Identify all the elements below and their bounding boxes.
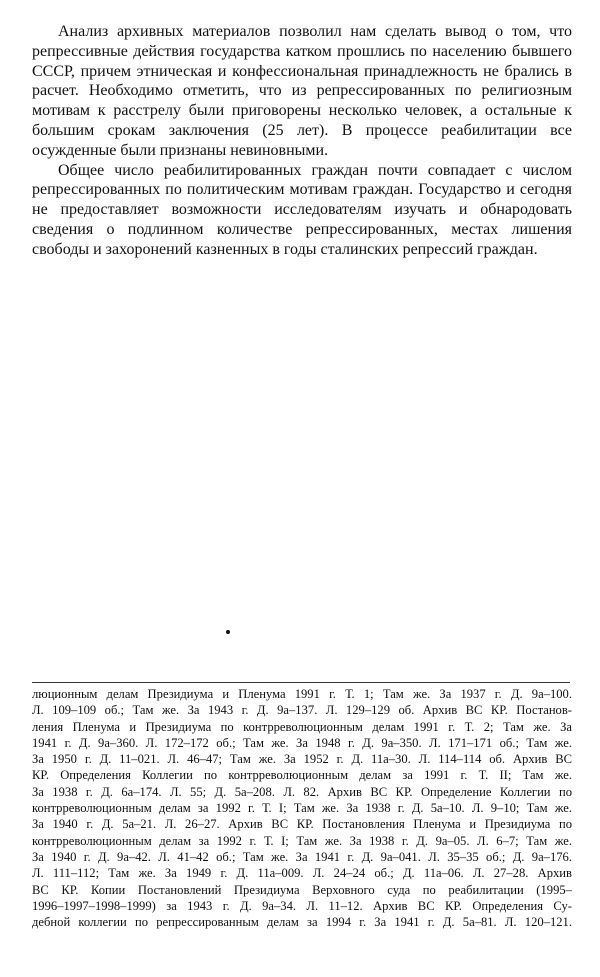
footnote-line: люционным делам Президиума и Пленума 1991 г. Т. 1; Там же. За 1937 г. Д. 9а–100. [32,687,572,701]
paragraph-conclusion: Анализ архивных материалов позволил нам сделать вывод о том, что репрессивные действия государства катком прошлись по населению бывшего СССР, причем этническая и конфессиональная принадлежность не брались в расчет. Необходимо отметить, что из репрессированных по религиозным мотивам к расстрелу были приговорены несколько человек, а остальные к большим срокам заключения (25 лет). В процессе реабилитации все осужденные были признаны невиновными. [32,23,572,159]
paragraph-rehabilitated-count: Общее число реабилитированных граждан почти совпадает с числом репрессированных по политическим мотивам граждан. Государство и сегодня не предоставляет возможности исследователям изучать и обнародовать сведения о подлинном количестве репрессированных, местах лишения свободы и захоронений казненных в годы сталинских репрессий граждан. [32,161,572,258]
footnote-line: ВС КР. Копии Постановлений Президиума Верховного суда по реабилитации (1995– [32,882,572,897]
footnote-line: 1996–1997–1998–1999) за 1943 г. Д. 9а–34. Л. 11–12. Архив ВС КР. Определения Су- [32,898,572,913]
main-text [32,22,572,260]
footnote-line: КР. Определения Коллегии по контрреволюционным делам за 1991 г. Т. II; Там же. [32,768,572,783]
footnote-line: ления Пленума и Президиума по контрреволюционным делам 1991 г. Т. 2; Там же. За [32,719,572,734]
footnote-line: За 1950 г. Д. 11–021. Л. 46–47; Там же. За 1952 г. Д. 11а–30. Л. 114–114 об. Архив ВС [32,752,572,767]
footnote-divider [32,682,570,683]
footnote-line: дебной коллегии по репрессированным делам за 1994 г. За 1941 г. Д. 5а–81. Л. 120–121. [32,915,572,930]
footnote-line: За 1938 г. Д. 6а–174. Л. 55; Д. 5а–208. Л. 82. Архив ВС КР. Определение Коллегии по [32,784,572,799]
footnote-line: За 1940 г. Д. 5а–21. Л. 26–27. Архив ВС КР. Постановления Пленума и Президиума по [32,817,572,832]
footnote [32,686,572,930]
print-speck [226,630,230,634]
footnote-line: контрреволюционным делам за 1992 г. Т. I; Там же. За 1938 г. Д. 9а–05. Л. 6–7; Там же. [32,833,572,848]
footnote-line: Л. 111–112; Там же. За 1949 г. Д. 11а–009. Л. 24–24 об.; Д. 11а–06. Л. 27–28. Архив [32,866,572,881]
footnote-line: За 1940 г. Д. 9а–42. Л. 41–42 об.; Там же. За 1941 г. Д. 9а–041. Л. 35–35 об.; Д. 9а–176. [32,849,572,864]
footnote-line: контрреволюционным делам за 1992 г. Т. I; Там же. За 1938 г. Д. 5а–10. Л. 9–10; Там же. [32,801,572,816]
footnote-line: 1941 г. Д. 9а–360. Л. 172–172 об.; Там же. За 1948 г. Д. 9а–350. Л. 171–171 об.; Там же. [32,735,572,750]
footnote-line: Л. 109–109 об.; Там же. За 1943 г. Д. 9а–137. Л. 129–129 об. Архив ВС КР. Постанов- [32,703,572,718]
